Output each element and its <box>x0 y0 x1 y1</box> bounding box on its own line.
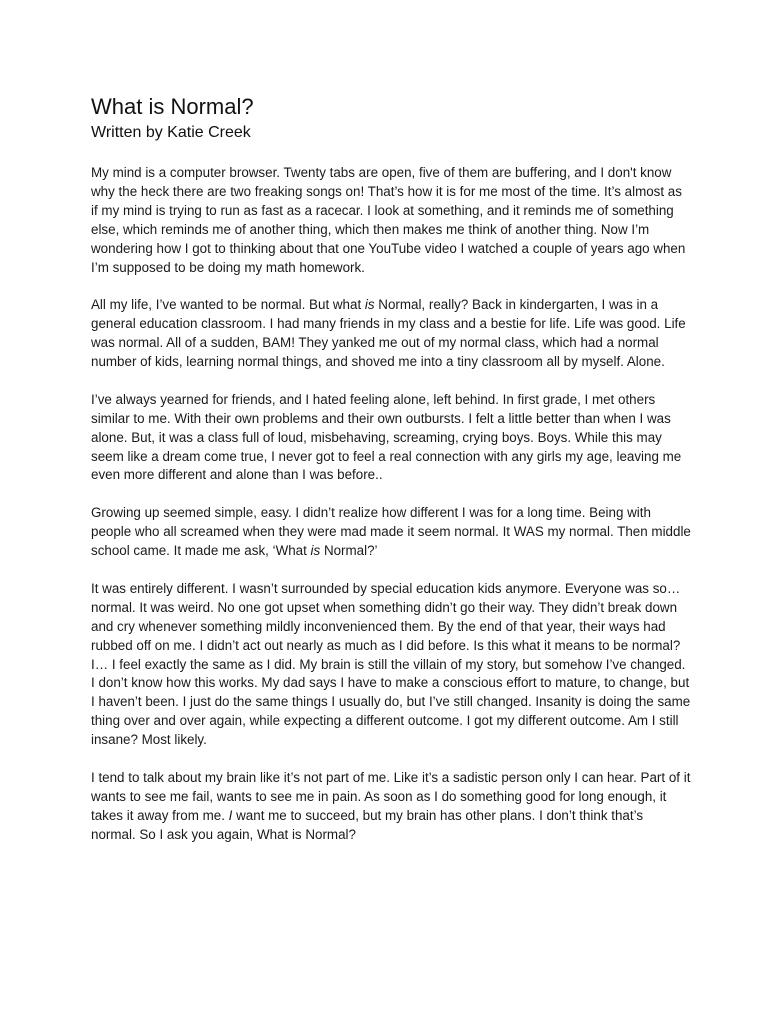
body-paragraph <box>91 164 691 277</box>
paragraph-text: Normal?’ <box>320 543 378 559</box>
body-paragraph <box>91 769 691 845</box>
paragraph-text: It was entirely different. I wasn’t surrounded by special education kids anymore. Everyone was so… normal. It was weird. No one got upset when something didn’t go their way. They didn’t break down and cry whenever something mildly inconvenienced them. By the end of that year, their ways had rubbed off on me. I didn’t act out nearly as much as I did before. Is this what it means to be normal? I… I feel exactly the same as I did. My brain is still the villain of my story, but somehow I’ve changed. I don’t know how this works. My dad says I have to make a conscious effort to mature, to change, but I haven’t been. I just do the same things I usually do, but I’ve still changed. Insanity is doing the same thing over and over again, while expecting a different outcome. I got my different outcome. Am I still insane? Most likely. <box>91 580 691 748</box>
body-paragraph <box>91 580 691 750</box>
document-byline: Written by Katie Creek <box>91 124 251 141</box>
paragraph-text: Normal, really? Back in kindergarten, I was in a general education classroom. I had many friends in my class and a bestie for life. Life was good. Life was normal. All of a sudden, BAM! They yanked me out of my normal class, which had a normal number of kids, learning normal things, and shoved me into a tiny classroom all by myself. Alone. <box>91 297 686 370</box>
body-paragraph <box>91 296 691 372</box>
paragraph-text: Growing up seemed simple, easy. I didn’t realize how different I was for a long time. Being with people who all screamed when they were mad made it seem normal. It WAS my normal. Then middle school came. It made me ask, ‘What <box>91 505 691 559</box>
emphasis-text: is <box>364 297 375 313</box>
paragraph-text: I’ve always yearned for friends, and I hated feeling alone, left behind. In first grade, I met others similar to me. With their own problems and their own outbursts. I felt a little better than when I was alone. But, it was a class full of loud, misbehaving, screaming, crying boys. Boys. While this may seem like a dream come true, I never got to feel a real connection with any girls my age, leaving me even more different and alone than I was before.. <box>91 391 682 483</box>
document-title: What is Normal? <box>91 94 254 119</box>
emphasis-text: I <box>228 807 233 823</box>
document-page <box>91 94 691 863</box>
paragraph-text: I tend to talk about my brain like it’s not part of me. Like it’s a sadistic person only I can hear. Part of it wants to see me fail, wants to see me in pain. As soon as I do something good for long enough, it takes it away from me. <box>91 769 691 823</box>
paragraph-text: All my life, I’ve wanted to be normal. But what <box>91 297 365 313</box>
body-paragraph <box>91 391 691 486</box>
emphasis-text: is <box>310 543 321 559</box>
paragraph-text: My mind is a computer browser. Twenty tabs are open, five of them are buffering, and I don't know why the heck there are two freaking songs on! That’s how it is for me most of the time. It’s almost as if my mind is trying to run as fast as a racecar. I look at something, and it reminds me of something else, which reminds me of another thing, which then makes me think of another thing. Now I’m wondering how I got to thinking about that one YouTube video I watched a couple of years ago when I’m supposed to be doing my math homework. <box>91 165 686 275</box>
document-body <box>91 164 691 845</box>
paragraph-text: want me to succeed, but my brain has other plans. I don’t think that’s normal. So I ask you again, What is Normal? <box>91 807 644 842</box>
body-paragraph <box>91 504 691 561</box>
